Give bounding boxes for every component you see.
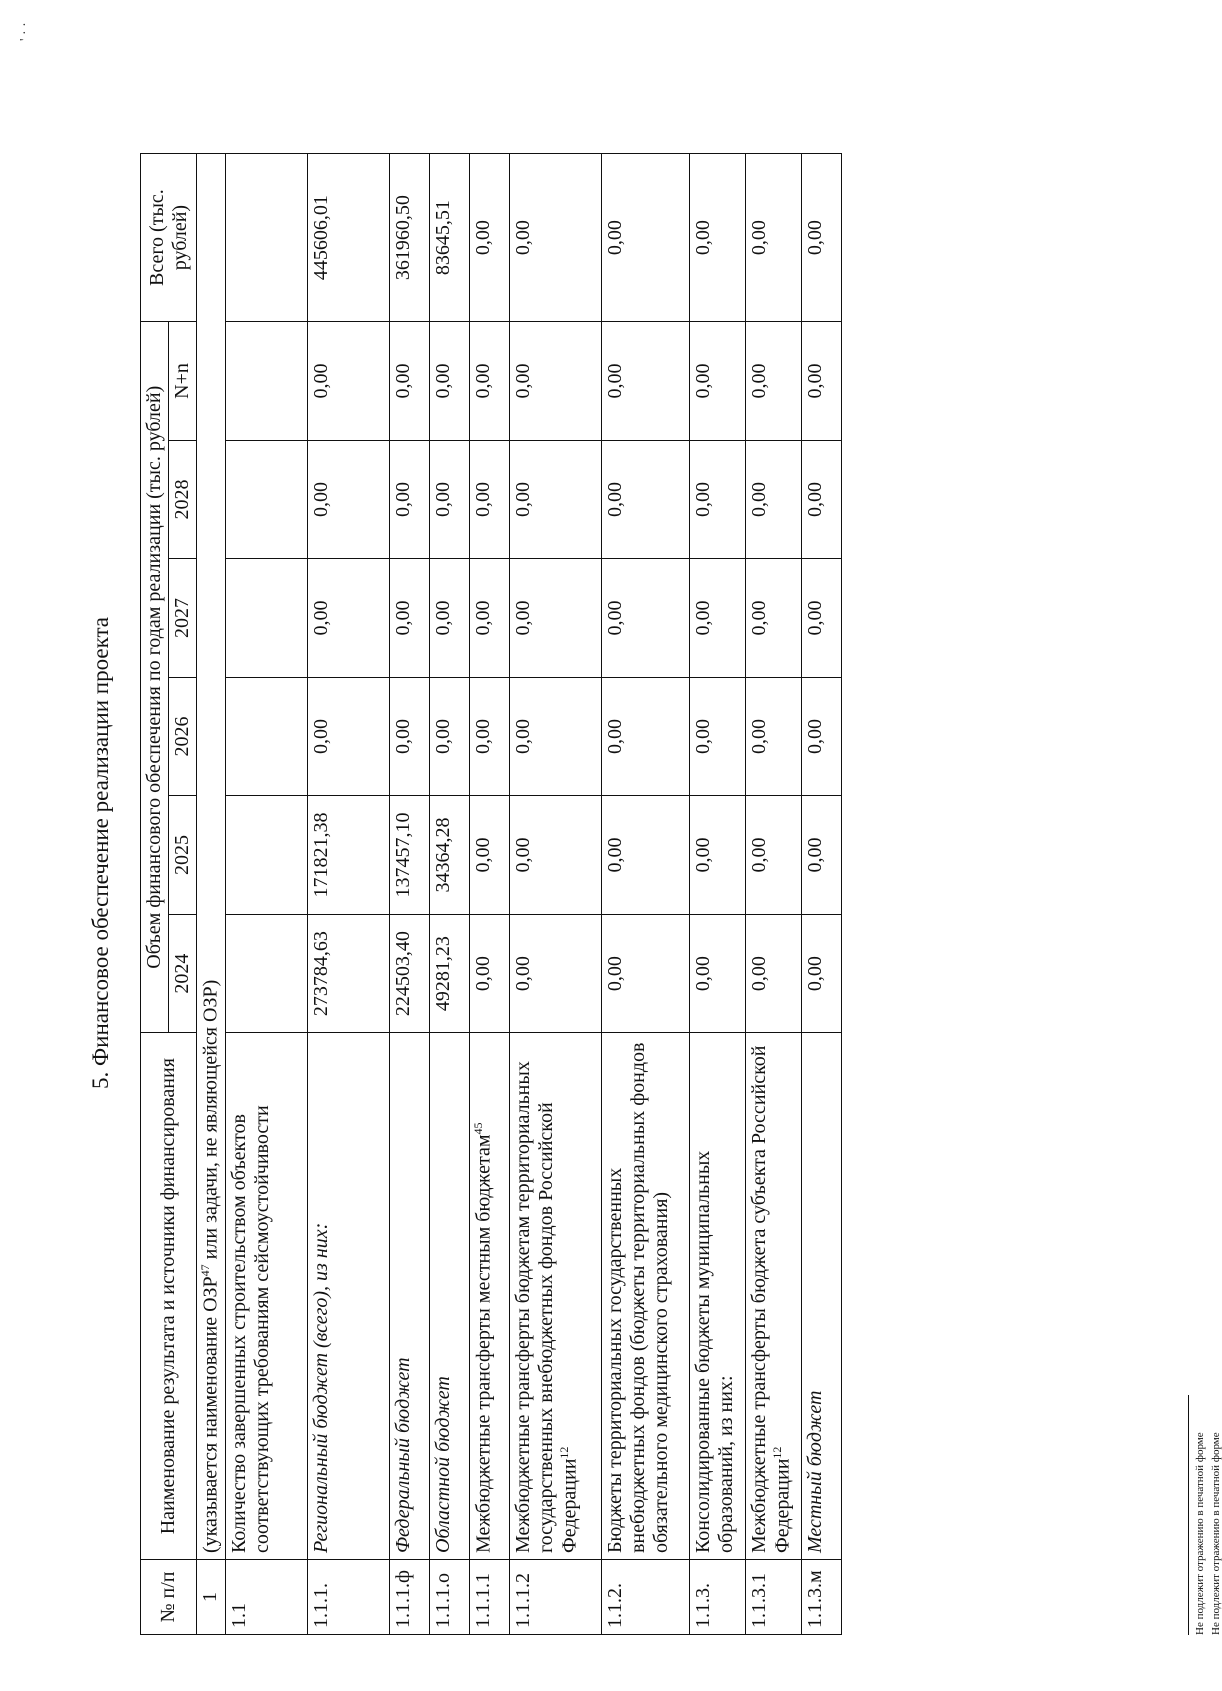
header-year: 2026 bbox=[169, 677, 197, 796]
row-value: 0,00 bbox=[689, 796, 745, 915]
row-value: 0,00 bbox=[429, 440, 469, 559]
table-row bbox=[389, 154, 429, 1635]
row-value: 0,00 bbox=[689, 677, 745, 796]
row-value: 0,00 bbox=[429, 677, 469, 796]
row-value: 224503,40 bbox=[389, 914, 429, 1033]
footnote-1: Не подлежит отражению в печатной форме bbox=[1194, 1432, 1206, 1635]
row-value: 137457,10 bbox=[389, 796, 429, 915]
row-total: 0,00 bbox=[509, 154, 601, 322]
row-value bbox=[225, 322, 307, 441]
row-total: 0,00 bbox=[801, 154, 841, 322]
section-footnote-ref: 47 bbox=[198, 1264, 212, 1277]
header-total: Всего (тыс. рублей) bbox=[141, 154, 197, 322]
row-value: 0,00 bbox=[689, 322, 745, 441]
row-total: 0,00 bbox=[601, 154, 689, 322]
row-num: 1.1 bbox=[225, 1560, 307, 1635]
row-total bbox=[225, 154, 307, 322]
row-value: 0,00 bbox=[601, 677, 689, 796]
row-name-text: Количество завершенных строительством объектов соответствующих требованиям сейсмоустойчивости bbox=[227, 1105, 273, 1554]
row-value: 0,00 bbox=[689, 440, 745, 559]
row-name-text: Консолидированные бюджеты муниципальных образований, из них: bbox=[691, 1150, 737, 1554]
row-num: 1.1.1.1 bbox=[469, 1560, 509, 1635]
header-year: 2024 bbox=[169, 914, 197, 1033]
header-year: N+n bbox=[169, 322, 197, 441]
row-num: 1.1.3.1 bbox=[745, 1560, 801, 1635]
table-row bbox=[509, 154, 601, 1635]
table-row bbox=[689, 154, 745, 1635]
row-value: 0,00 bbox=[745, 677, 801, 796]
row-value: 0,00 bbox=[801, 559, 841, 678]
row-value: 0,00 bbox=[307, 322, 389, 441]
financing-table bbox=[140, 153, 842, 1635]
row-name bbox=[429, 1033, 469, 1560]
row-value: 0,00 bbox=[745, 440, 801, 559]
row-value: 0,00 bbox=[469, 677, 509, 796]
row-total: 0,00 bbox=[745, 154, 801, 322]
row-footnote-ref: 12 bbox=[556, 1446, 571, 1459]
row-value: 0,00 bbox=[389, 677, 429, 796]
row-value: 0,00 bbox=[601, 914, 689, 1033]
row-value: 0,00 bbox=[469, 914, 509, 1033]
row-value: 0,00 bbox=[469, 440, 509, 559]
row-value: 0,00 bbox=[389, 440, 429, 559]
row-value: 0,00 bbox=[307, 677, 389, 796]
row-total: 83645,51 bbox=[429, 154, 469, 322]
header-year: 2025 bbox=[169, 796, 197, 915]
row-value: 0,00 bbox=[509, 677, 601, 796]
row-total: 445606,01 bbox=[307, 154, 389, 322]
row-name bbox=[601, 1033, 689, 1560]
row-name-text: Межбюджетные трансферты местным бюджетам bbox=[472, 1134, 495, 1554]
row-value: 0,00 bbox=[745, 559, 801, 678]
row-name-text: Федеральный бюджет bbox=[391, 1357, 414, 1554]
row-name-text: Областной бюджет bbox=[431, 1376, 454, 1554]
row-value: 0,00 bbox=[469, 559, 509, 678]
row-footnote-ref: 45 bbox=[470, 1122, 485, 1135]
row-value: 0,00 bbox=[801, 914, 841, 1033]
row-value: 0,00 bbox=[509, 322, 601, 441]
row-value: 0,00 bbox=[307, 559, 389, 678]
row-value: 0,00 bbox=[745, 322, 801, 441]
row-value: 0,00 bbox=[389, 322, 429, 441]
row-num: 1.1.3.м bbox=[801, 1560, 841, 1635]
row-total: 0,00 bbox=[469, 154, 509, 322]
table-row bbox=[469, 154, 509, 1635]
row-num: 1.1.2. bbox=[601, 1560, 689, 1635]
row-num: 1.1.1.ф bbox=[389, 1560, 429, 1635]
table-row bbox=[745, 154, 801, 1635]
section-num: 1 bbox=[197, 1560, 226, 1635]
table-row bbox=[429, 154, 469, 1635]
row-name bbox=[225, 1033, 307, 1560]
row-name bbox=[745, 1033, 801, 1560]
row-footnote-ref: 12 bbox=[769, 1446, 784, 1459]
row-name bbox=[389, 1033, 429, 1560]
section-text-pre: (указывается наименование ОЗР bbox=[199, 1276, 222, 1554]
row-value: 0,00 bbox=[601, 440, 689, 559]
row-value bbox=[225, 914, 307, 1033]
row-value bbox=[225, 559, 307, 678]
row-value: 0,00 bbox=[429, 322, 469, 441]
table-row bbox=[601, 154, 689, 1635]
row-value: 273784,63 bbox=[307, 914, 389, 1033]
row-value: 0,00 bbox=[745, 914, 801, 1033]
row-value: 0,00 bbox=[509, 796, 601, 915]
table-row bbox=[307, 154, 389, 1635]
table-header bbox=[141, 154, 197, 1635]
row-name-text: Межбюджетные трансферты бюджета субъекта Российской Федерации bbox=[747, 1045, 794, 1554]
section-text bbox=[197, 154, 226, 1560]
row-name-text: Местный бюджет bbox=[803, 1390, 826, 1554]
row-value: 34364,28 bbox=[429, 796, 469, 915]
row-name bbox=[689, 1033, 745, 1560]
row-num: 1.1.1.2 bbox=[509, 1560, 601, 1635]
row-value: 0,00 bbox=[801, 322, 841, 441]
row-value: 0,00 bbox=[801, 796, 841, 915]
row-name-text: Бюджеты территориальных государственных внебюджетных фондов (бюджеты территориальных фондов обязательного медицинского страхования) bbox=[603, 1042, 672, 1554]
row-name-text: Региональный бюджет (всего), из них: bbox=[309, 1222, 332, 1554]
row-name-text: Межбюджетные трансферты бюджетам территориальных государственных внебюджетных фондов Российской Федерации bbox=[511, 1061, 581, 1554]
row-value: 0,00 bbox=[601, 796, 689, 915]
footnote-separator bbox=[1188, 1395, 1189, 1635]
row-value: 0,00 bbox=[601, 322, 689, 441]
section-title: 5. Финансовое обеспечение реализации проекта bbox=[88, 616, 113, 1089]
row-value bbox=[225, 677, 307, 796]
row-value: 0,00 bbox=[801, 440, 841, 559]
row-value: 171821,38 bbox=[307, 796, 389, 915]
table-row bbox=[801, 154, 841, 1635]
row-value: 0,00 bbox=[601, 559, 689, 678]
row-value: 0,00 bbox=[801, 677, 841, 796]
row-value: 49281,23 bbox=[429, 914, 469, 1033]
section-text-post: или задачи, не являющейся ОЗР) bbox=[199, 979, 222, 1265]
row-value: 0,00 bbox=[389, 559, 429, 678]
table-body bbox=[197, 154, 842, 1635]
section-row bbox=[197, 154, 226, 1635]
header-years-group: Объем финансового обеспечения по годам реализации (тыс. рублей) bbox=[141, 322, 169, 1033]
row-total: 361960,50 bbox=[389, 154, 429, 322]
row-value: 0,00 bbox=[429, 559, 469, 678]
row-value: 0,00 bbox=[469, 322, 509, 441]
row-name bbox=[509, 1033, 601, 1560]
header-num: № п/п bbox=[141, 1560, 197, 1635]
row-name bbox=[307, 1033, 389, 1560]
row-num: 1.1.1.о bbox=[429, 1560, 469, 1635]
row-num: 1.1.3. bbox=[689, 1560, 745, 1635]
row-num: 1.1.1. bbox=[307, 1560, 389, 1635]
scan-specks: ' · · bbox=[18, 22, 33, 41]
row-value: 0,00 bbox=[689, 914, 745, 1033]
header-name: Наименование результата и источники финансирования bbox=[141, 1033, 197, 1560]
row-name bbox=[469, 1033, 509, 1560]
row-name bbox=[801, 1033, 841, 1560]
row-value bbox=[225, 796, 307, 915]
header-year: 2027 bbox=[169, 559, 197, 678]
row-value: 0,00 bbox=[745, 796, 801, 915]
row-value: 0,00 bbox=[469, 796, 509, 915]
row-value: 0,00 bbox=[509, 914, 601, 1033]
row-value: 0,00 bbox=[509, 559, 601, 678]
row-value: 0,00 bbox=[689, 559, 745, 678]
row-value: 0,00 bbox=[509, 440, 601, 559]
footnote-2: Не подлежит отражению в печатной форме bbox=[1210, 1432, 1222, 1635]
table-row bbox=[225, 154, 307, 1635]
header-year: 2028 bbox=[169, 440, 197, 559]
row-value: 0,00 bbox=[307, 440, 389, 559]
row-value bbox=[225, 440, 307, 559]
row-total: 0,00 bbox=[689, 154, 745, 322]
